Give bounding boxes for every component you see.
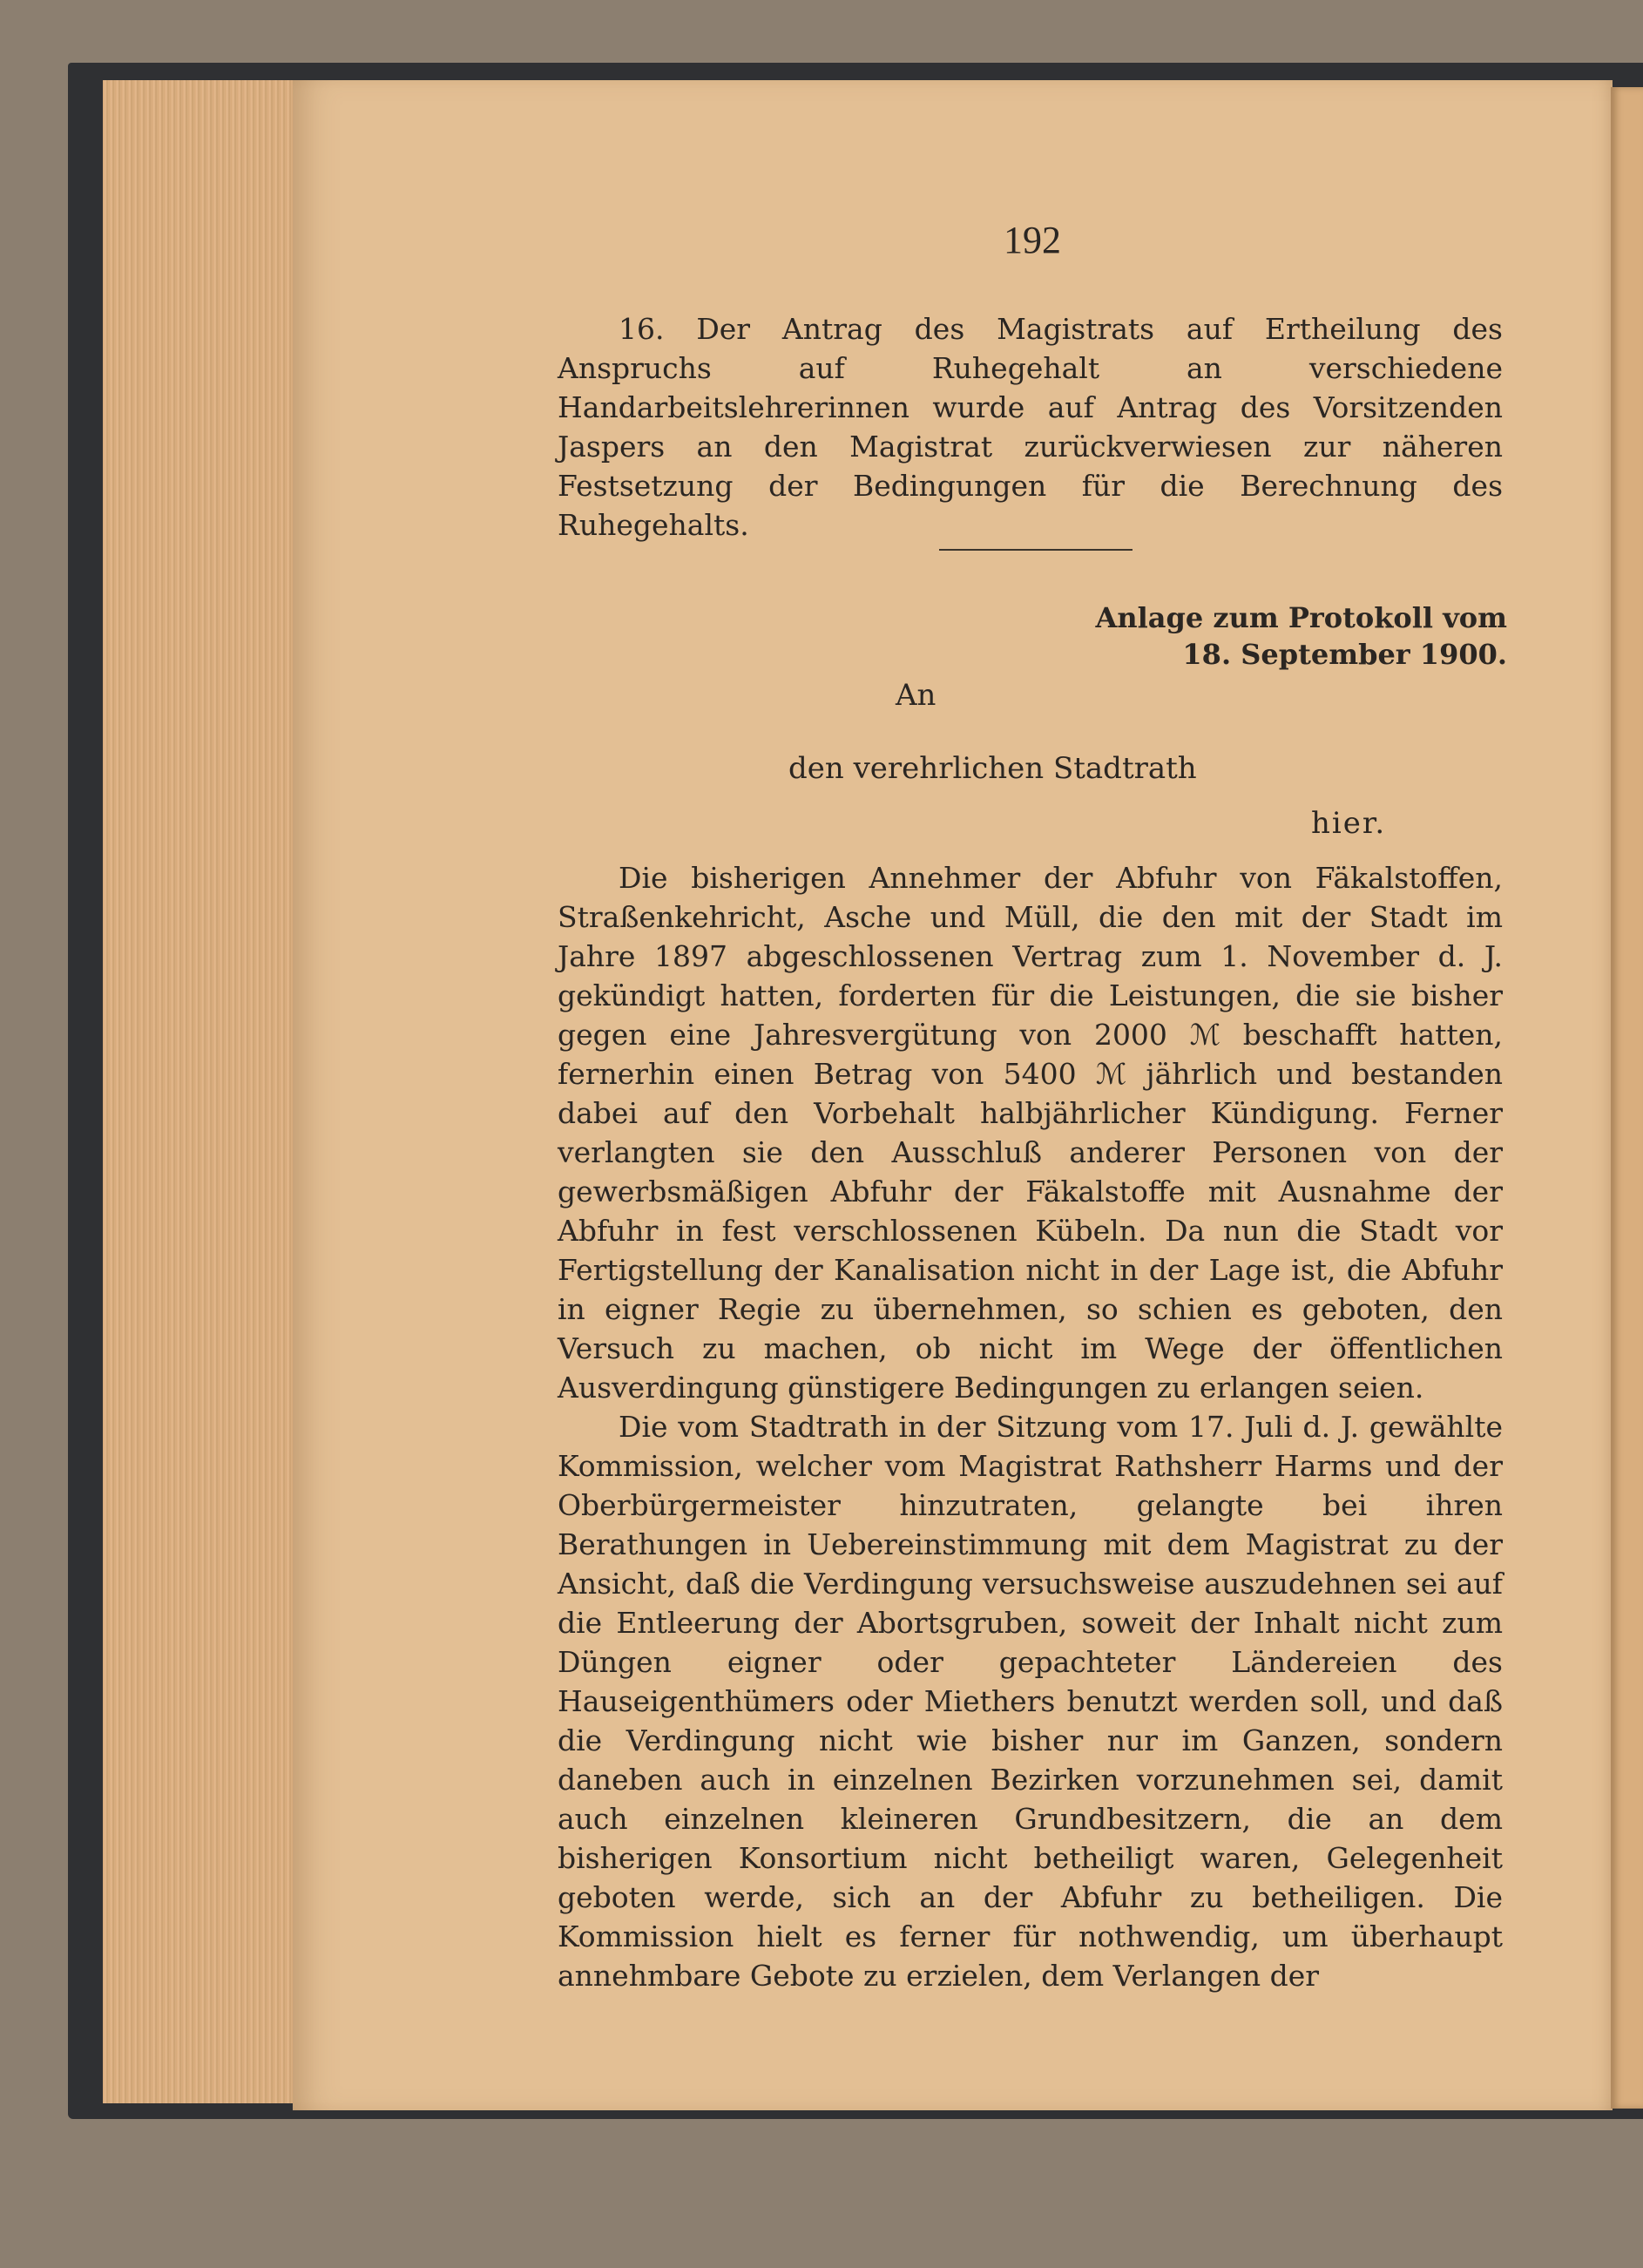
salutation-an: An bbox=[896, 678, 936, 713]
letter-body bbox=[558, 858, 1503, 1995]
page-number: 192 bbox=[1004, 219, 1061, 261]
page-edges bbox=[103, 80, 303, 2103]
annex-line-2: 18. September 1900. bbox=[1182, 638, 1507, 671]
paragraph-2: Die vom Stadtrath in der Sitzung vom 17. Juli d. J. gewählte Kommission, welcher vom Magistrat Rathsherr Harms und der Oberbürgermeister hinzutraten, gelangte bei ihren Berathungen in Uebereinstimmung mit dem Magistrat zu der Ansicht, daß die Verdingung versuchsweise auszudehnen sei auf die Entleerung der Abortsgruben, soweit der Inhalt nicht zum Düngen eigner oder gepachteter Ländereien des Hauseigenthümers oder Miethers benutzt werden soll, und daß die Verdingung nicht wie bisher nur im Ganzen, sondern daneben auch in einzelnen Bezirken vorzunehmen sei, damit auch einzelnen kleineren Grundbesitzern, die an dem bisherigen Konsortium nicht betheiligt waren, Gelegenheit geboten werde, sich an der Abfuhr zu betheiligen. Die Kommission hielt es ferner für nothwendig, um überhaupt annehmbare Gebote zu erzielen, dem Verlangen der bbox=[558, 1410, 1503, 1993]
annex-heading bbox=[1002, 599, 1507, 673]
paragraph-1: Die bisherigen Annehmer der Abfuhr von Fäkalstoffen, Straßenkehricht, Asche und Müll, die den mit der Stadt im Jahre 1897 abgeschlossenen Vertrag zum 1. November d. J. gekündigt hatten, forderten für die Leistungen, die sie bisher gegen eine Jahresvergütung von 2000 ℳ beschafft hatten, fernerhin einen Betrag von 5400 ℳ jährlich und bestanden dabei auf den Vorbehalt halbjährlicher Kündigung. Ferner verlangten sie den Ausschluß anderer Personen von der gewerbsmäßigen Abfuhr der Fäkalstoffe mit Ausnahme der Abfuhr in fest verschlossenen Kübeln. Da nun die Stadt vor Fertigstellung der Kanalisation nicht in der Lage ist, die Abfuhr in eigner Regie zu übernehmen, so schien es geboten, den Versuch zu machen, ob nicht im Wege der öffentlichen Ausverdingung günstigere Bedingungen zu erlangen seien. bbox=[558, 861, 1503, 1405]
annex-line-1: Anlage zum Protokoll vom bbox=[1095, 601, 1507, 634]
facing-page-edge bbox=[1611, 87, 1643, 2109]
item-16-text: 16. Der Antrag des Magistrats auf Ertheilung des Anspruchs auf Ruhegehalt an verschiedene Handarbeitslehrerinnen wurde auf Antrag des Vorsitzenden Jaspers an den Magistrat zurückverwiesen zur näheren Festsetzung der Bedingungen für die Berechnung des Ruhegehalts. bbox=[558, 312, 1503, 542]
section-divider bbox=[939, 549, 1133, 551]
salutation-here: hier. bbox=[1311, 806, 1387, 841]
salutation-recipient: den verehrlichen Stadtrath bbox=[788, 751, 1197, 786]
item-16-block bbox=[558, 309, 1503, 545]
